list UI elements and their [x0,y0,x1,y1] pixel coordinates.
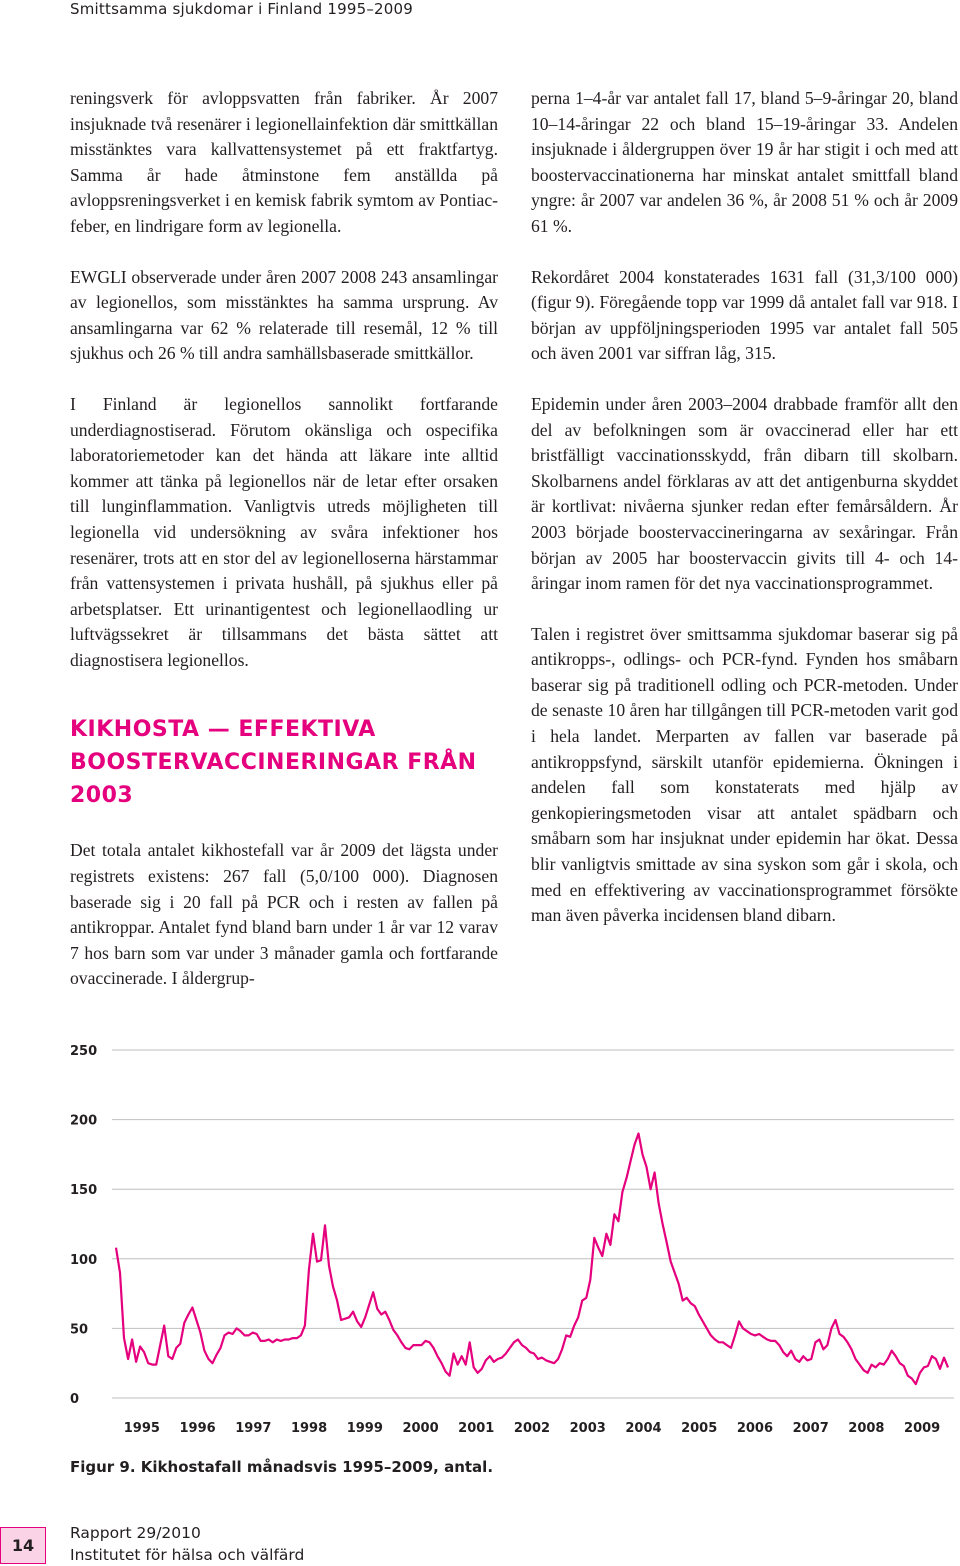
paragraph: EWGLI observerade under åren 2007 2008 243 ansamlingar av legionellos, som misstänktes ha samma ursprung. Av ansamlingarna var 62 % relaterade till resemål, 12 % till sjukhus och 26 % till andra samhällsbaserade smittkällor. [70,266,498,364]
page-number: 14 [0,1527,46,1564]
left-column [70,86,498,992]
paragraph: I Finland är legionellos sannolikt fortfarande underdiagnostiserad. Förutom okänsliga och ospecifika laboratoriemetoder kan det hända att läkare inte alltid kommer att tänka på legionellos när de letar efter orsaken till lunginflammation. Vanligtvis utreds möjligheten till legionella vid undersökning av svåra infektioner hos resenärer, trots att en stor del av legionelloserna härstammar från vattensystemen i privata hushåll, på sjukhus eller på arbetsplatser. Ett urinantigentest och legionellaodling ur luftvägssekret är tillsammans det bästa sättet att diagnostisera legionellos. [70,393,498,670]
x-tick-label: 2003 [569,1421,606,1436]
y-tick-label: 50 [70,1322,89,1338]
paragraph: Rekordåret 2004 konstaterades 1631 fall (31,3/100 000) (figur 9). Föregående topp var 1999 då antalet fall var 918. I början av uppföljningsperioden 1995 var antalet fall 505 och även 2001 var siffran låg, 315. [531,266,958,364]
paragraph: Talen i registret över smittsamma sjukdomar baserar sig på antikropps-, odlings- och PCR-fynd. Fynden hos småbarn baserar sig på traditionell odling och PCR-metoden. Under de senaste 10 åren har tillgången till PCR-metoden varit god i hela landet. Merparten av fallen var baserade på antikroppsfynd, särskilt utanför epidemierna. Ökningen i andelen fall som konstaterats med hjälp av genkopieringsmetoden visar att antalet spädbarn och småbarn som har insjuknat under epidemin har ökat. Dessa blir vanligtvis smittade av sina syskon som går i skola, och med en effektivering av vaccinationsprogrammet försökte man även påverka incidensen bland dibarn. [531,623,958,926]
institute-name: Institutet för hälsa och välfärd [70,1546,305,1564]
x-tick-label: 2007 [792,1421,829,1436]
x-tick-label: 1996 [179,1421,216,1436]
y-tick-label: 100 [70,1252,98,1268]
section-heading: KIKHOSTA — EFFEKTIVA BOOSTERVACCINERINGAR FRÅN 2003 [70,717,477,809]
report-number: Rapport 29/2010 [70,1524,201,1542]
right-column [531,86,958,929]
figure-caption: Figur 9. Kikhostafall månadsvis 1995–2009, antal. [70,1458,494,1476]
y-tick-label: 250 [70,1044,98,1059]
footer [70,1522,304,1566]
x-tick-label: 2009 [904,1421,941,1436]
x-tick-label: 1997 [235,1421,272,1436]
y-tick-label: 200 [70,1113,98,1129]
y-axis-labels [70,1044,97,1407]
x-tick-label: 2001 [458,1421,495,1436]
x-tick-label: 1998 [290,1421,328,1436]
x-tick-label: 2006 [736,1421,774,1436]
y-tick-label: 150 [70,1183,98,1199]
x-tick-label: 2002 [513,1421,551,1436]
x-tick-label: 1995 [123,1421,160,1436]
x-tick-label: 1999 [346,1421,383,1436]
paragraph: reningsverk för avloppsvatten från fabriker. År 2007 insjuknade två resenärer i legionellainfektion där smittkällan misstänktes vara kallvattensystemet på ett fraktfartyg. Samma år hade åtminstone fem anställda på avloppsreningsverket i en kemisk fabrik symtom av Pontiac-feber, en lindrigare form av legionella. [70,88,498,236]
paragraph: Det totala antalet kikhostefall var år 2009 det lägsta under registrets existens: 267 fall (5,0/100 000). Diagnosen baserade sig i 20 fall på PCR och i resten av fallen på antikroppar. Antalet fynd bland barn under 1 år var 12 varav 7 hos barn som var under 3 månader gamla och fortfarande ovaccinerade. I åldergrup- [70,840,498,989]
x-tick-label: 2008 [848,1421,885,1436]
line-chart [68,1034,960,1444]
x-tick-label: 2000 [402,1421,439,1436]
running-header: Smittsamma sjukdomar i Finland 1995–2009 [70,0,414,18]
y-tick-label: 0 [70,1392,80,1407]
x-axis-labels [124,1421,940,1436]
x-tick-label: 2004 [625,1421,662,1436]
paragraph: Epidemin under åren 2003–2004 drabbade framför allt den del av befolkningen som är ovaccinerad eller har ett bristfälligt vaccinationsskydd, från dibarn till skolbarn. Skolbarnens andel förklaras av att det antigenburna skyddet är kortlivat: nivåerna sjunker redan efter femårsåldern. År 2003 började boostervaccineringarna av sexåringar. Från början av 2005 har boostervaccin givits till 4- och 14-åringar inom ramen för det nya vaccinationsprogrammet. [531,393,958,594]
paragraph: perna 1–4-år var antalet fall 17, bland 5–9-åringar 20, bland 10–14-åringar 22 och bland 15–19-åringar 33. Andelen insjuknade i åldergruppen över 19 år har stigit i och med att boostervaccinationerna har minskat antalet smittfall bland yngre: år 2007 var andelen 36 %, år 2008 51 % och år 2009 61 %. [531,88,958,236]
x-tick-label: 2005 [681,1421,718,1436]
